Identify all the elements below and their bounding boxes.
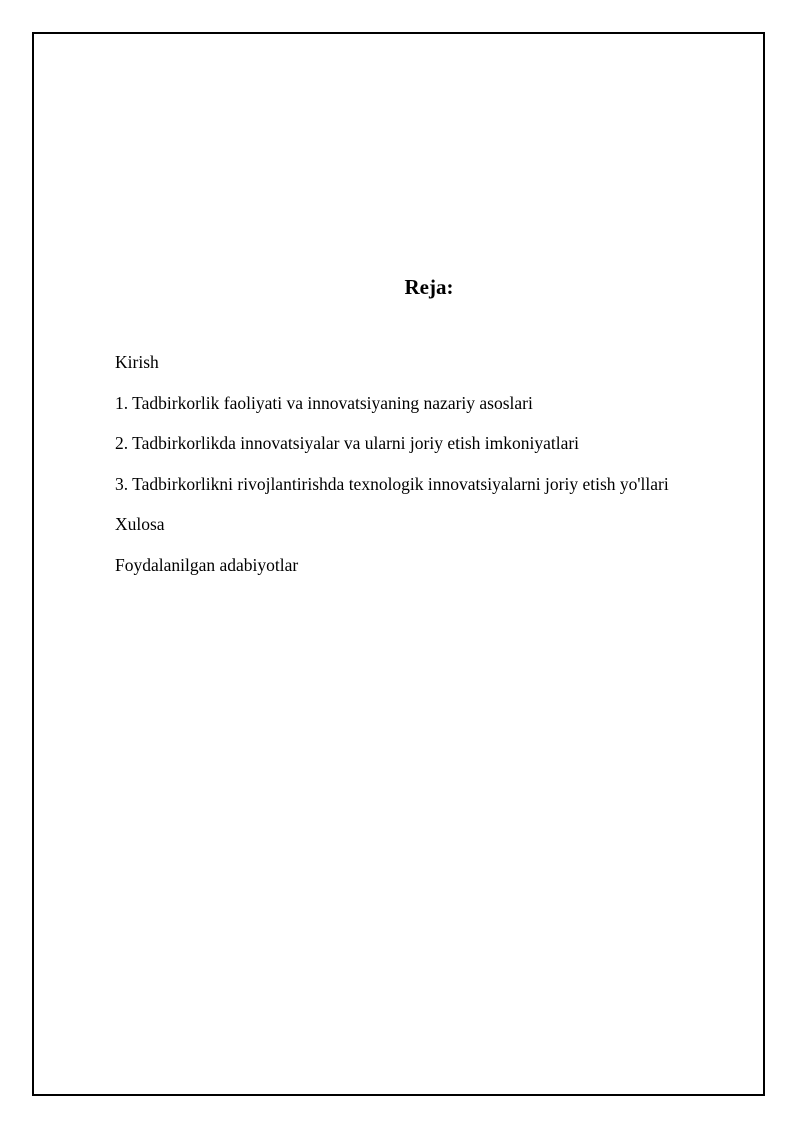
plan-item-chapter-3: 3. Tadbirkorlikni rivojlantirishda texnologik innovatsiyalarni joriy etish yo'llari	[115, 473, 669, 494]
document-title: Reja:	[404, 275, 454, 299]
plan-item-references: Foydalanilgan adabiyotlar	[115, 554, 299, 575]
plan-item-introduction: Kirish	[115, 352, 159, 372]
plan-item-chapter-2: 2. Tadbirkorlikda innovatsiyalar va ularni joriy etish imkoniyatlari	[115, 433, 580, 453]
plan-list	[115, 352, 669, 595]
plan-item-conclusion: Xulosa	[115, 514, 165, 534]
plan-item-chapter-1: 1. Tadbirkorlik faoliyati va innovatsiyaning nazariy asoslari	[115, 392, 533, 413]
